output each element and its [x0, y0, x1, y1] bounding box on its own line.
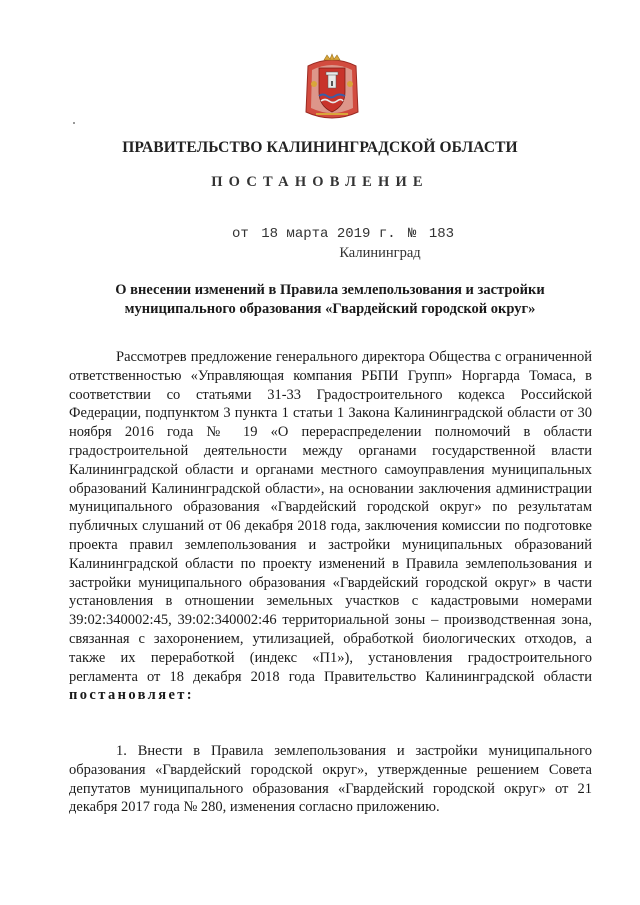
document-type: ПОСТАНОВЛЕНИЕ — [211, 174, 429, 190]
decree-word: постановляет: — [69, 687, 195, 704]
scan-mark — [73, 122, 75, 124]
city-name: Калининград — [339, 245, 421, 261]
government-title: ПРАВИТЕЛЬСТВО КАЛИНИНГРАДСКОЙ ОБЛАСТИ — [122, 139, 518, 156]
main-paragraph — [69, 348, 592, 705]
kaliningrad-coat-of-arms-icon — [302, 52, 362, 124]
document-subject — [70, 281, 590, 319]
main-paragraph-text: Рассмотрев предложение генерального директора Общества с ограниченной ответственностью «Управляющая компания РБПИ Групп» Норгарда Томаса, в соответствии со статьями 31-33 Градостроительного кодекса Российской Федерации, подпунктом 3 пункта 1 статьи 1 Закона Калининградской области от 30 ноября 2016 года № 19 «О перераспределении полномочий в области градостроительной деятельности между органами государственной власти Калининградской области и органами местного самоуправления муниципальных образований Калининградской области», на основании заключения администрации муниципального образования «Гвардейский городской округ» по результатам публичных слушаний от 06 декабря 2018 года, заключения комиссии по подготовке проекта правил землепользования и застройки муниципальных образований Калининградской области по проекту изменений в Правила землепользования и застройки муниципального образования «Гвардейский городской округ» в части установления в отношении земельных участков с кадастровыми номерами 39:02:340002:45, 39:02:340002:46 территориальной зоны – производственная зона, связанная с захоронением, утилизацией, обработкой биологических отходов, а также их переработкой (индекс «П1»), установления градостроительного регламента от 18 декабря 2018 года Правительство Калининградской области — [69, 349, 592, 685]
date-from-label: от — [232, 226, 249, 242]
document-number: 183 — [428, 226, 455, 242]
date-number-line — [232, 226, 458, 242]
subject-line-2: муниципального образования «Гвардейский городской округ» — [124, 301, 536, 317]
list-item: 1. Внести в Правила землепользования и застройки муниципального образования «Гвардейский городской округ», утвержденные решением Совета депутатов муниципального образования «Гвардейский городской округ» от 21 декабря 2017 года № 280, изменения согласно приложению. — [69, 743, 592, 816]
document-date: 18 марта 2019 г. — [261, 226, 396, 242]
number-label: № — [408, 226, 417, 242]
subject-line-1: О внесении изменений в Правила землепользования и застройки — [115, 282, 545, 298]
